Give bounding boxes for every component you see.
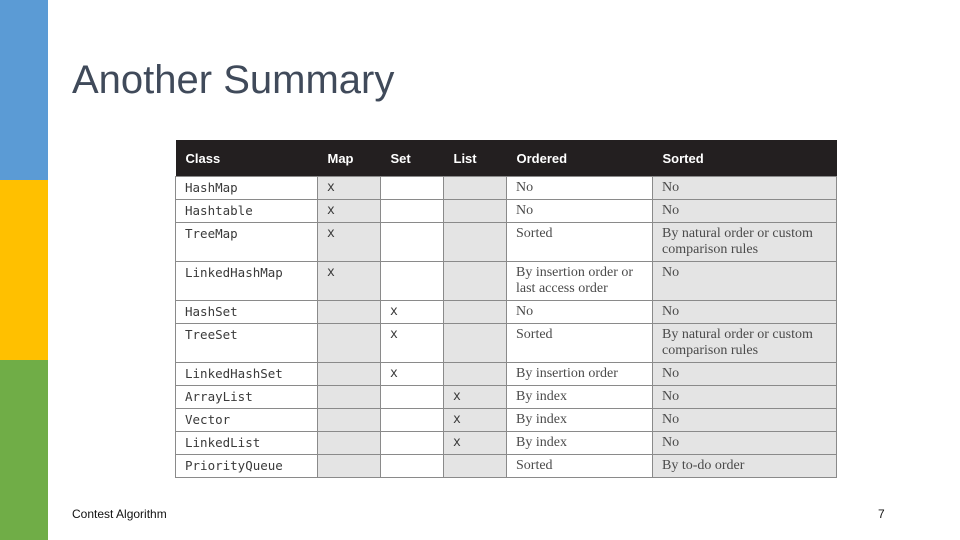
cell-set: x [381,363,444,386]
header-class: Class [176,140,318,177]
cell-map: x [318,262,381,301]
page-number: 7 [878,507,885,521]
cell-sorted: No [653,262,837,301]
table-row [176,386,837,409]
cell-list: x [444,386,507,409]
cell-sorted: No [653,177,837,200]
cell-class: PriorityQueue [176,455,318,478]
cell-list [444,177,507,200]
cell-ordered: No [507,177,653,200]
cell-class: TreeMap [176,223,318,262]
cell-class: Hashtable [176,200,318,223]
cell-ordered: By index [507,386,653,409]
footer-text: Contest Algorithm [72,507,167,521]
table-row [176,301,837,324]
table-row [176,455,837,478]
table-row [176,409,837,432]
cell-list [444,324,507,363]
cell-map [318,432,381,455]
cell-map: x [318,223,381,262]
cell-sorted: No [653,386,837,409]
cell-ordered: Sorted [507,455,653,478]
cell-list: x [444,432,507,455]
header-sorted: Sorted [653,140,837,177]
cell-map: x [318,200,381,223]
cell-sorted: By natural order or custom comparison rules [653,324,837,363]
header-list: List [444,140,507,177]
cell-list [444,262,507,301]
cell-map [318,409,381,432]
collections-summary-table [175,140,837,478]
cell-class: LinkedHashSet [176,363,318,386]
cell-set: x [381,324,444,363]
header-set: Set [381,140,444,177]
cell-set: x [381,301,444,324]
cell-class: LinkedHashMap [176,262,318,301]
cell-sorted: No [653,363,837,386]
table-row [176,200,837,223]
cell-sorted: By natural order or custom comparison rules [653,223,837,262]
cell-sorted: No [653,200,837,223]
accent-bar-green [0,360,48,540]
cell-class: LinkedList [176,432,318,455]
cell-set [381,200,444,223]
cell-map [318,386,381,409]
table-row [176,432,837,455]
cell-map: x [318,177,381,200]
cell-map [318,324,381,363]
accent-bar-blue [0,0,48,180]
header-ordered: Ordered [507,140,653,177]
cell-map [318,301,381,324]
table-row [176,324,837,363]
cell-set [381,223,444,262]
table-row [176,262,837,301]
cell-sorted: No [653,409,837,432]
cell-set [381,455,444,478]
cell-map [318,455,381,478]
cell-map [318,363,381,386]
cell-set [381,432,444,455]
cell-ordered: By index [507,409,653,432]
header-map: Map [318,140,381,177]
cell-ordered: No [507,200,653,223]
cell-sorted: No [653,432,837,455]
cell-set [381,386,444,409]
cell-ordered: Sorted [507,324,653,363]
table-row [176,223,837,262]
table-row [176,177,837,200]
cell-class: HashMap [176,177,318,200]
cell-list [444,223,507,262]
slide-title: Another Summary [72,58,395,102]
cell-list [444,363,507,386]
table-row [176,363,837,386]
cell-list [444,301,507,324]
cell-sorted: By to-do order [653,455,837,478]
cell-set [381,262,444,301]
cell-ordered: By insertion order or last access order [507,262,653,301]
cell-set [381,177,444,200]
cell-class: TreeSet [176,324,318,363]
cell-sorted: No [653,301,837,324]
cell-ordered: Sorted [507,223,653,262]
table-header-row [176,140,837,177]
cell-list [444,200,507,223]
cell-ordered: By index [507,432,653,455]
cell-class: HashSet [176,301,318,324]
cell-class: ArrayList [176,386,318,409]
accent-bar-yellow [0,180,48,360]
cell-ordered: No [507,301,653,324]
cell-ordered: By insertion order [507,363,653,386]
cell-class: Vector [176,409,318,432]
cell-set [381,409,444,432]
cell-list [444,455,507,478]
cell-list: x [444,409,507,432]
